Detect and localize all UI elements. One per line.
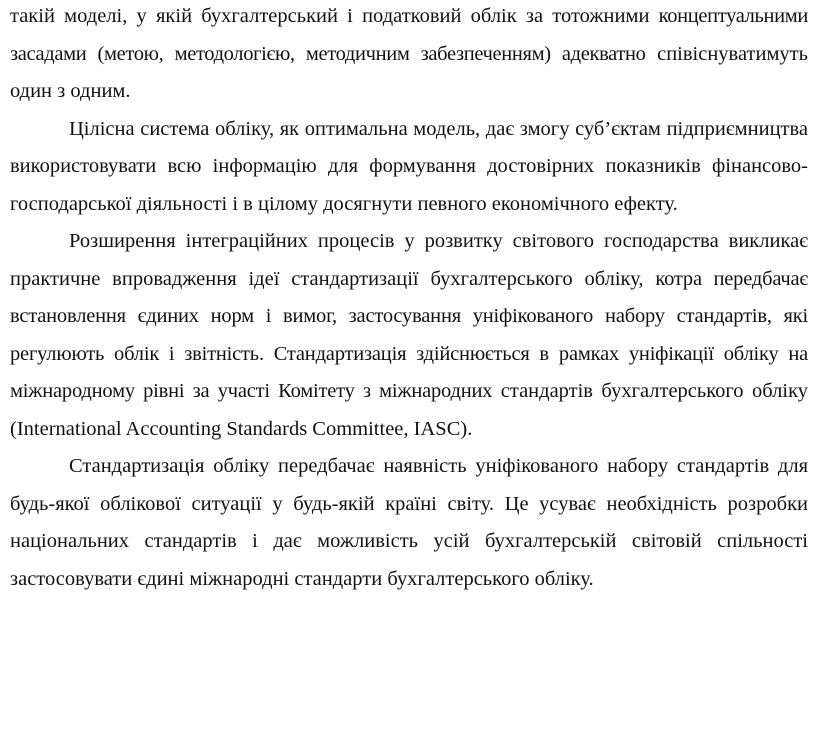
text-line: необхідність розробки національних стандартів і дає можливість усій	[10, 492, 809, 552]
text-line: рамках уніфікації обліку на міжнародному рівні за участі Комітету з міжнародних	[10, 342, 809, 402]
text-line: бухгалтерській світовій спільності застосовувати єдині міжнародні стандарти	[10, 530, 808, 590]
paragraph-3	[10, 223, 808, 448]
text-line: IASC).	[413, 417, 473, 440]
text-line: економічного ефекту.	[491, 192, 678, 215]
text-line: такій моделі, у якій бухгалтерський і податковий облік за тотожними	[10, 5, 650, 27]
text-line: стандартів для будь-якої облікової ситуації у будь-якій країні світу. Це усуває	[10, 455, 809, 515]
paragraph-4	[10, 448, 808, 598]
text-line: котра передбачає встановлення єдиних норм і вимог, застосування уніфікованого	[10, 267, 809, 327]
text-line: співіснуватимуть один з одним.	[10, 42, 808, 102]
text-line: набору стандартів, які регулюють облік і звітність. Стандартизація здійснюється в	[10, 305, 808, 365]
text-line: Цілісна система обліку, як оптимальна модель, дає змогу суб’єктам	[69, 117, 661, 140]
text-line: викликає практичне впровадження ідеї стандартизації бухгалтерського обліку,	[10, 230, 808, 290]
text-line: Стандартизація обліку передбачає наявність уніфікованого набору	[69, 455, 669, 477]
text-line: показників фінансово-господарської діяльності і в цілому досягнути певного	[10, 155, 809, 215]
text-line: концептуальними засадами (метою, методологією, методичним забезпеченням) адекватно	[10, 5, 808, 65]
text-line: Розширення інтеграційних процесів у розвитку світового господарства	[69, 230, 719, 252]
paragraph-2	[10, 111, 808, 224]
paragraph-1	[10, 0, 808, 111]
text-line: стандартів бухгалтерського обліку (International Accounting Standards Committee,	[10, 380, 809, 440]
text-line: підприємництва використовувати всю інформацію для формування достовірних	[10, 117, 809, 177]
text-line: бухгалтерського обліку.	[387, 567, 594, 590]
